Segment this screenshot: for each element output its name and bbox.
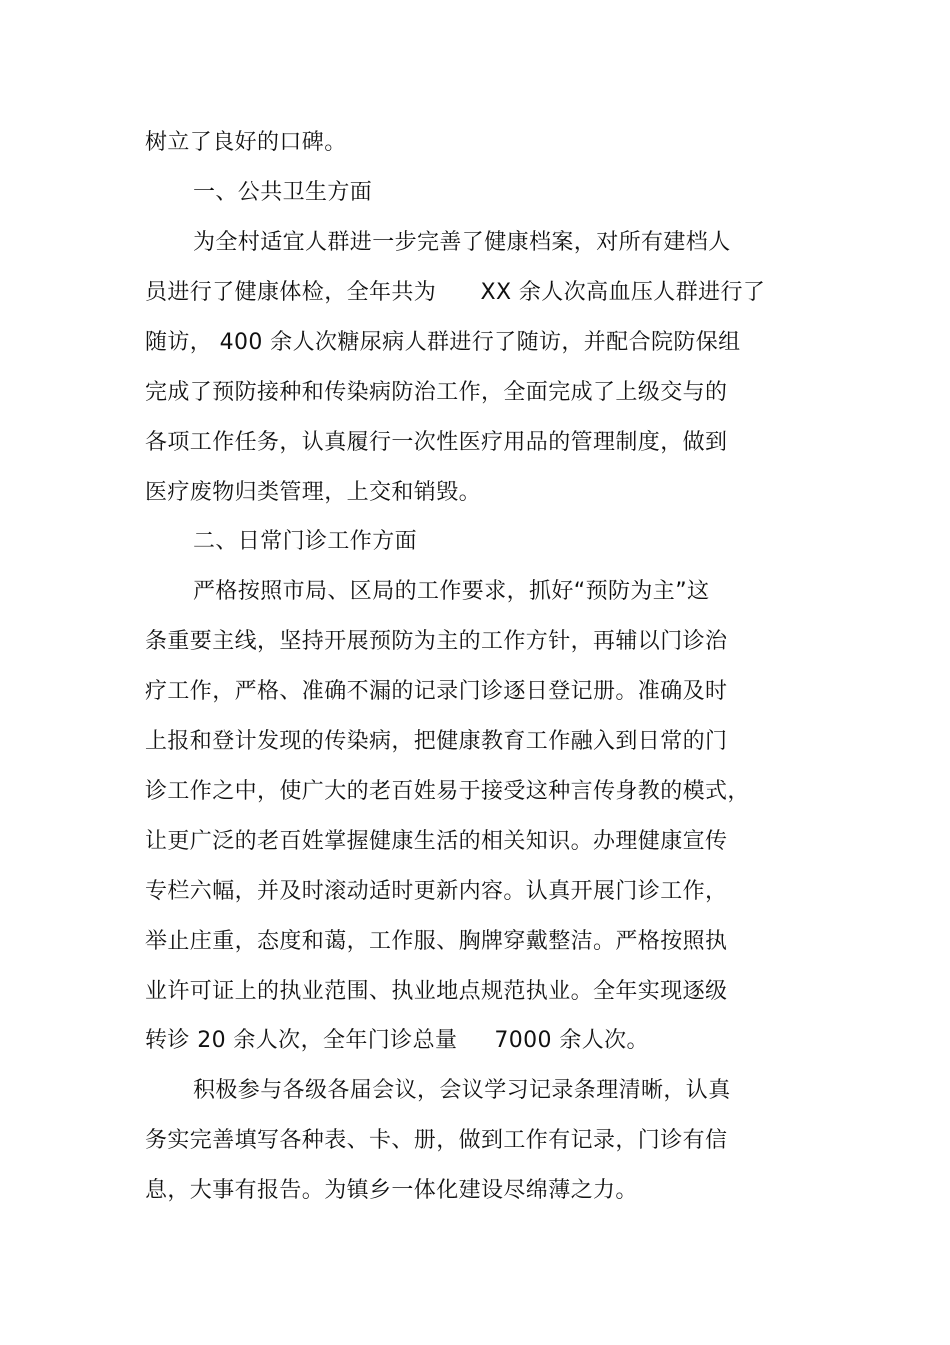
paragraph-line: 举止庄重，态度和蔼，工作服、胸牌穿戴整洁。严格按照执 [145,929,728,954]
paragraph-line: 业许可证上的执业范围、执业地点规范执业。全年实现逐级 [145,979,728,1004]
paragraph-line: 疗工作，严格、准确不漏的记录门诊逐日登记册。准确及时 [145,679,728,704]
paragraph-line: 专栏六幅，并及时滚动适时更新内容。认真开展门诊工作， [145,879,728,904]
paragraph-line: 医疗废物归类管理，上交和销毁。 [145,480,482,505]
section-heading-public-health: 一、公共卫生方面 [193,180,373,205]
paragraph-line: 转诊 20 余人次，全年门诊总量 7000 余人次。 [145,1028,649,1053]
paragraph-line: 务实完善填写各种表、卡、册，做到工作有记录，门诊有信 [145,1128,728,1153]
paragraph-line: 积极参与各级各届会议，会议学习记录条理清晰，认真 [193,1078,731,1103]
paragraph-line: 严格按照市局、区局的工作要求，抓好“预防为主”这 [193,579,710,604]
paragraph-line: 为全村适宜人群进一步完善了健康档案，对所有建档人 [193,230,731,255]
paragraph-line: 诊工作之中，使广大的老百姓易于接受这种言传身教的模式， [145,779,750,804]
paragraph-line: 息，大事有报告。为镇乡一体化建设尽绵薄之力。 [145,1178,638,1203]
paragraph-line: 树立了良好的口碑。 [145,130,347,155]
paragraph-line: 条重要主线，坚持开展预防为主的工作方针，再辅以门诊治 [145,629,728,654]
paragraph-line: 各项工作任务，认真履行一次性医疗用品的管理制度，做到 [145,430,728,455]
paragraph-line: 上报和登计发现的传染病，把健康教育工作融入到日常的门 [145,729,728,754]
paragraph-line: 员进行了健康体检，全年共为 XX 余人次高血压人群进行了 [145,280,766,305]
paragraph-line: 完成了预防接种和传染病防治工作，全面完成了上级交与的 [145,380,728,405]
paragraph-line: 让更广泛的老百姓掌握健康生活的相关知识。办理健康宣传 [145,829,728,854]
paragraph-line: 随访， 400 余人次糖尿病人群进行了随访，并配合院防保组 [145,330,741,355]
section-heading-outpatient: 二、日常门诊工作方面 [193,529,418,554]
